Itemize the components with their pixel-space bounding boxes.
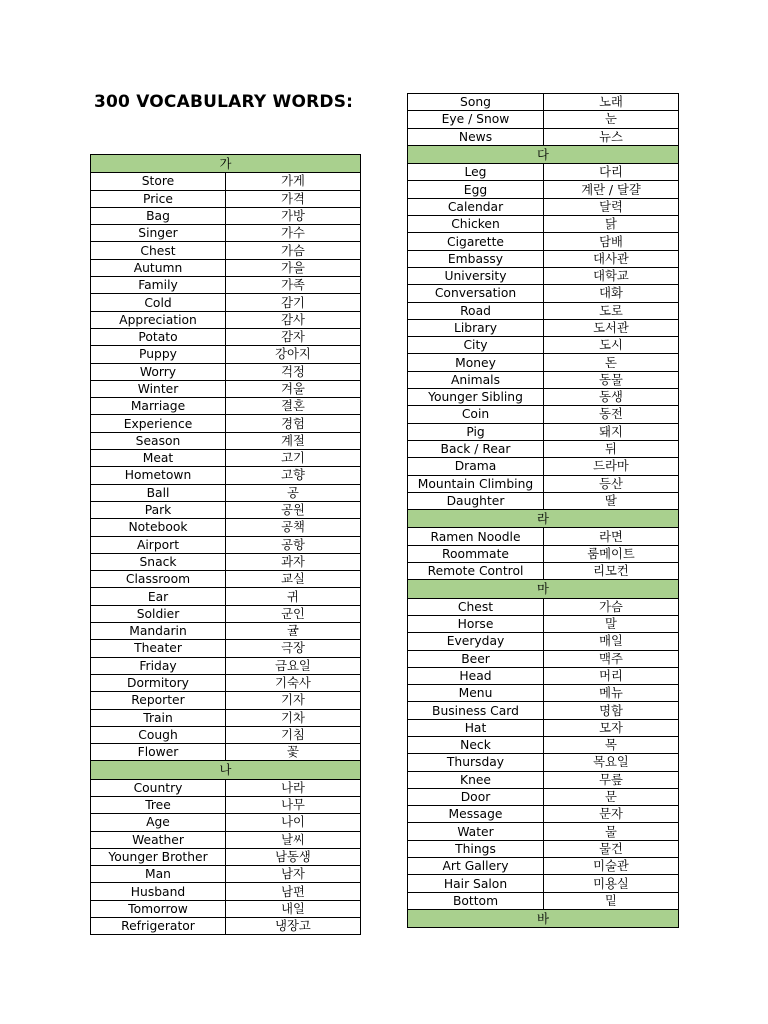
korean-word: 나이	[226, 814, 361, 831]
korean-word: 기차	[226, 709, 361, 726]
korean-word: 군인	[226, 605, 361, 622]
english-word: Worry	[91, 363, 226, 380]
vocab-row	[91, 380, 361, 397]
english-word: Dormitory	[91, 674, 226, 691]
vocab-row	[408, 806, 679, 823]
korean-word: 감사	[226, 311, 361, 328]
english-word: Ear	[91, 588, 226, 605]
korean-word: 고기	[226, 450, 361, 467]
korean-word: 맥주	[544, 650, 679, 667]
english-word: Age	[91, 814, 226, 831]
english-word: Door	[408, 788, 544, 805]
vocab-row	[91, 848, 361, 865]
vocab-row	[91, 605, 361, 622]
korean-word: 대학교	[544, 267, 679, 284]
vocab-row	[91, 190, 361, 207]
english-word: Animals	[408, 371, 544, 388]
korean-word: 계란 / 달걀	[544, 181, 679, 198]
vocab-row	[408, 563, 679, 580]
english-word: Cold	[91, 294, 226, 311]
english-word: Family	[91, 277, 226, 294]
section-header-label: 라	[408, 510, 679, 528]
english-word: Chest	[408, 598, 544, 615]
korean-word: 가을	[226, 259, 361, 276]
vocab-row	[408, 702, 679, 719]
korean-word: 금요일	[226, 657, 361, 674]
english-word: Flower	[91, 744, 226, 761]
english-word: Hair Salon	[408, 875, 544, 892]
english-word: Cough	[91, 726, 226, 743]
korean-word: 문자	[544, 806, 679, 823]
vocab-row	[408, 788, 679, 805]
korean-word: 동물	[544, 371, 679, 388]
english-word: Airport	[91, 536, 226, 553]
korean-word: 달력	[544, 198, 679, 215]
vocab-row	[408, 233, 679, 250]
korean-word: 꽃	[226, 744, 361, 761]
vocab-row	[91, 450, 361, 467]
english-word: Roommate	[408, 545, 544, 562]
vocab-row	[91, 207, 361, 224]
english-word: Library	[408, 319, 544, 336]
vocab-row	[91, 294, 361, 311]
english-word: Knee	[408, 771, 544, 788]
vocab-row	[91, 536, 361, 553]
korean-word: 미용실	[544, 875, 679, 892]
vocab-row	[91, 467, 361, 484]
vocab-row	[91, 692, 361, 709]
vocab-row	[91, 831, 361, 848]
section-header-label: 다	[408, 145, 679, 163]
vocab-row	[91, 242, 361, 259]
vocab-row	[408, 545, 679, 562]
korean-word: 메뉴	[544, 685, 679, 702]
english-word: Tree	[91, 796, 226, 813]
vocab-row	[408, 440, 679, 457]
korean-word: 가슴	[544, 598, 679, 615]
korean-word: 동전	[544, 406, 679, 423]
english-word: Conversation	[408, 285, 544, 302]
english-word: Hometown	[91, 467, 226, 484]
section-header-row	[408, 909, 679, 927]
english-word: Chest	[91, 242, 226, 259]
korean-word: 가방	[226, 207, 361, 224]
korean-word: 미술관	[544, 858, 679, 875]
english-word: Pig	[408, 423, 544, 440]
vocab-row	[91, 640, 361, 657]
vocab-row	[408, 598, 679, 615]
korean-word: 물	[544, 823, 679, 840]
korean-word: 가족	[226, 277, 361, 294]
vocab-row	[91, 432, 361, 449]
korean-word: 문	[544, 788, 679, 805]
korean-word: 공원	[226, 501, 361, 518]
english-word: Singer	[91, 225, 226, 242]
korean-word: 나라	[226, 779, 361, 796]
korean-word: 동생	[544, 389, 679, 406]
vocab-row	[408, 528, 679, 545]
vocab-row	[91, 657, 361, 674]
vocab-row	[91, 796, 361, 813]
korean-word: 교실	[226, 571, 361, 588]
korean-word: 가격	[226, 190, 361, 207]
vocab-row	[408, 267, 679, 284]
vocabulary-table-left	[90, 154, 361, 935]
english-word: Appreciation	[91, 311, 226, 328]
vocab-row	[91, 553, 361, 570]
korean-word: 물건	[544, 840, 679, 857]
english-word: Cigarette	[408, 233, 544, 250]
english-word: Price	[91, 190, 226, 207]
vocab-row	[408, 319, 679, 336]
korean-word: 남편	[226, 883, 361, 900]
english-word: Hat	[408, 719, 544, 736]
vocab-row	[408, 164, 679, 181]
korean-word: 도로	[544, 302, 679, 319]
english-word: Puppy	[91, 346, 226, 363]
vocab-row	[408, 94, 679, 111]
korean-word: 공	[226, 484, 361, 501]
vocab-row	[408, 198, 679, 215]
english-word: News	[408, 128, 544, 145]
vocab-row	[91, 814, 361, 831]
english-word: Everyday	[408, 633, 544, 650]
korean-word: 감자	[226, 328, 361, 345]
vocab-row	[408, 633, 679, 650]
vocabulary-table-right	[407, 93, 679, 928]
vocab-row	[408, 285, 679, 302]
english-word: Drama	[408, 458, 544, 475]
vocab-row	[408, 371, 679, 388]
english-word: Country	[91, 779, 226, 796]
vocab-row	[408, 685, 679, 702]
english-word: Meat	[91, 450, 226, 467]
english-word: Snack	[91, 553, 226, 570]
korean-word: 가슴	[226, 242, 361, 259]
english-word: Park	[91, 501, 226, 518]
section-header-row	[408, 580, 679, 598]
vocab-row	[408, 492, 679, 509]
vocab-row	[91, 346, 361, 363]
english-word: Thursday	[408, 754, 544, 771]
korean-word: 등산	[544, 475, 679, 492]
vocab-row	[91, 918, 361, 935]
korean-word: 대화	[544, 285, 679, 302]
vocab-row	[91, 311, 361, 328]
korean-word: 가게	[226, 173, 361, 190]
vocab-row	[91, 779, 361, 796]
korean-word: 계절	[226, 432, 361, 449]
korean-word: 날씨	[226, 831, 361, 848]
english-word: Man	[91, 866, 226, 883]
english-word: Mandarin	[91, 623, 226, 640]
korean-word: 드라마	[544, 458, 679, 475]
english-word: University	[408, 267, 544, 284]
korean-word: 과자	[226, 553, 361, 570]
korean-word: 노래	[544, 94, 679, 111]
vocab-row	[91, 259, 361, 276]
english-word: Mountain Climbing	[408, 475, 544, 492]
korean-word: 걱정	[226, 363, 361, 380]
vocab-row	[91, 519, 361, 536]
english-word: Younger Sibling	[408, 389, 544, 406]
english-word: Neck	[408, 736, 544, 753]
english-word: Message	[408, 806, 544, 823]
korean-word: 극장	[226, 640, 361, 657]
english-word: Menu	[408, 685, 544, 702]
korean-word: 룸메이트	[544, 545, 679, 562]
english-word: Train	[91, 709, 226, 726]
english-word: Friday	[91, 657, 226, 674]
english-word: Business Card	[408, 702, 544, 719]
korean-word: 나무	[226, 796, 361, 813]
english-word: Potato	[91, 328, 226, 345]
vocab-row	[408, 475, 679, 492]
vocab-row	[91, 398, 361, 415]
english-word: Beer	[408, 650, 544, 667]
section-header-row	[91, 155, 361, 173]
vocab-row	[91, 571, 361, 588]
page-title: 300 VOCABULARY WORDS:	[94, 92, 354, 112]
korean-word: 다리	[544, 164, 679, 181]
korean-word: 기침	[226, 726, 361, 743]
vocab-row	[91, 709, 361, 726]
vocab-row	[91, 623, 361, 640]
english-word: Embassy	[408, 250, 544, 267]
english-word: Bag	[91, 207, 226, 224]
vocab-row	[91, 674, 361, 691]
vocab-row	[408, 128, 679, 145]
english-word: Classroom	[91, 571, 226, 588]
section-header-label: 바	[408, 909, 679, 927]
english-word: Daughter	[408, 492, 544, 509]
vocab-row	[408, 650, 679, 667]
korean-word: 대사관	[544, 250, 679, 267]
korean-word: 눈	[544, 111, 679, 128]
vocab-row	[91, 328, 361, 345]
english-word: Winter	[91, 380, 226, 397]
english-word: Water	[408, 823, 544, 840]
korean-word: 가수	[226, 225, 361, 242]
vocab-row	[408, 754, 679, 771]
korean-word: 도서관	[544, 319, 679, 336]
korean-word: 목요일	[544, 754, 679, 771]
korean-word: 고향	[226, 467, 361, 484]
korean-word: 밑	[544, 892, 679, 909]
english-word: Notebook	[91, 519, 226, 536]
korean-word: 뉴스	[544, 128, 679, 145]
korean-word: 경험	[226, 415, 361, 432]
vocab-row	[91, 363, 361, 380]
korean-word: 겨울	[226, 380, 361, 397]
vocab-row	[91, 173, 361, 190]
english-word: Marriage	[91, 398, 226, 415]
english-word: Art Gallery	[408, 858, 544, 875]
english-word: Calendar	[408, 198, 544, 215]
korean-word: 뒤	[544, 440, 679, 457]
vocab-row	[408, 458, 679, 475]
korean-word: 돈	[544, 354, 679, 371]
vocab-row	[91, 744, 361, 761]
korean-word: 내일	[226, 900, 361, 917]
vocab-row	[408, 423, 679, 440]
english-word: Reporter	[91, 692, 226, 709]
english-word: Weather	[91, 831, 226, 848]
vocab-row	[408, 354, 679, 371]
english-word: Husband	[91, 883, 226, 900]
english-word: Season	[91, 432, 226, 449]
vocab-row	[91, 225, 361, 242]
vocab-row	[408, 840, 679, 857]
vocab-row	[91, 883, 361, 900]
english-word: Autumn	[91, 259, 226, 276]
korean-word: 돼지	[544, 423, 679, 440]
section-header-label: 마	[408, 580, 679, 598]
korean-word: 라면	[544, 528, 679, 545]
vocab-row	[408, 667, 679, 684]
vocab-row	[408, 250, 679, 267]
vocab-row	[91, 277, 361, 294]
vocab-row	[408, 216, 679, 233]
korean-word: 모자	[544, 719, 679, 736]
korean-word: 무릎	[544, 771, 679, 788]
english-word: City	[408, 337, 544, 354]
english-word: Store	[91, 173, 226, 190]
vocab-row	[408, 771, 679, 788]
english-word: Tomorrow	[91, 900, 226, 917]
korean-word: 공항	[226, 536, 361, 553]
english-word: Eye / Snow	[408, 111, 544, 128]
vocab-row	[408, 302, 679, 319]
english-word: Bottom	[408, 892, 544, 909]
english-word: Things	[408, 840, 544, 857]
vocab-row	[408, 406, 679, 423]
english-word: Coin	[408, 406, 544, 423]
english-word: Back / Rear	[408, 440, 544, 457]
korean-word: 공책	[226, 519, 361, 536]
vocab-row	[408, 875, 679, 892]
vocab-row	[408, 858, 679, 875]
korean-word: 귀	[226, 588, 361, 605]
vocab-row	[91, 900, 361, 917]
korean-word: 닭	[544, 216, 679, 233]
english-word: Remote Control	[408, 563, 544, 580]
english-word: Soldier	[91, 605, 226, 622]
korean-word: 딸	[544, 492, 679, 509]
english-word: Money	[408, 354, 544, 371]
section-header-label: 나	[91, 761, 361, 779]
korean-word: 머리	[544, 667, 679, 684]
english-word: Leg	[408, 164, 544, 181]
english-word: Chicken	[408, 216, 544, 233]
section-header-label: 가	[91, 155, 361, 173]
korean-word: 기숙사	[226, 674, 361, 691]
korean-word: 감기	[226, 294, 361, 311]
korean-word: 강아지	[226, 346, 361, 363]
section-header-row	[408, 145, 679, 163]
korean-word: 리모컨	[544, 563, 679, 580]
english-word: Head	[408, 667, 544, 684]
vocab-row	[91, 501, 361, 518]
vocab-row	[408, 719, 679, 736]
english-word: Theater	[91, 640, 226, 657]
korean-word: 담배	[544, 233, 679, 250]
english-word: Ball	[91, 484, 226, 501]
vocab-row	[408, 181, 679, 198]
korean-word: 냉장고	[226, 918, 361, 935]
korean-word: 귤	[226, 623, 361, 640]
english-word: Road	[408, 302, 544, 319]
section-header-row	[408, 510, 679, 528]
vocab-row	[408, 736, 679, 753]
korean-word: 목	[544, 736, 679, 753]
korean-word: 말	[544, 615, 679, 632]
korean-word: 명함	[544, 702, 679, 719]
section-header-row	[91, 761, 361, 779]
korean-word: 도시	[544, 337, 679, 354]
vocab-row	[91, 484, 361, 501]
vocab-row	[91, 588, 361, 605]
english-word: Refrigerator	[91, 918, 226, 935]
vocab-row	[91, 726, 361, 743]
english-word: Ramen Noodle	[408, 528, 544, 545]
vocab-row	[408, 823, 679, 840]
english-word: Egg	[408, 181, 544, 198]
korean-word: 매일	[544, 633, 679, 650]
vocab-row	[91, 866, 361, 883]
korean-word: 결혼	[226, 398, 361, 415]
vocab-row	[408, 111, 679, 128]
english-word: Horse	[408, 615, 544, 632]
vocab-row	[408, 337, 679, 354]
korean-word: 남자	[226, 866, 361, 883]
vocab-row	[408, 615, 679, 632]
english-word: Younger Brother	[91, 848, 226, 865]
vocab-row	[91, 415, 361, 432]
vocab-row	[408, 892, 679, 909]
korean-word: 남동생	[226, 848, 361, 865]
english-word: Experience	[91, 415, 226, 432]
vocab-row	[408, 389, 679, 406]
english-word: Song	[408, 94, 544, 111]
korean-word: 기자	[226, 692, 361, 709]
